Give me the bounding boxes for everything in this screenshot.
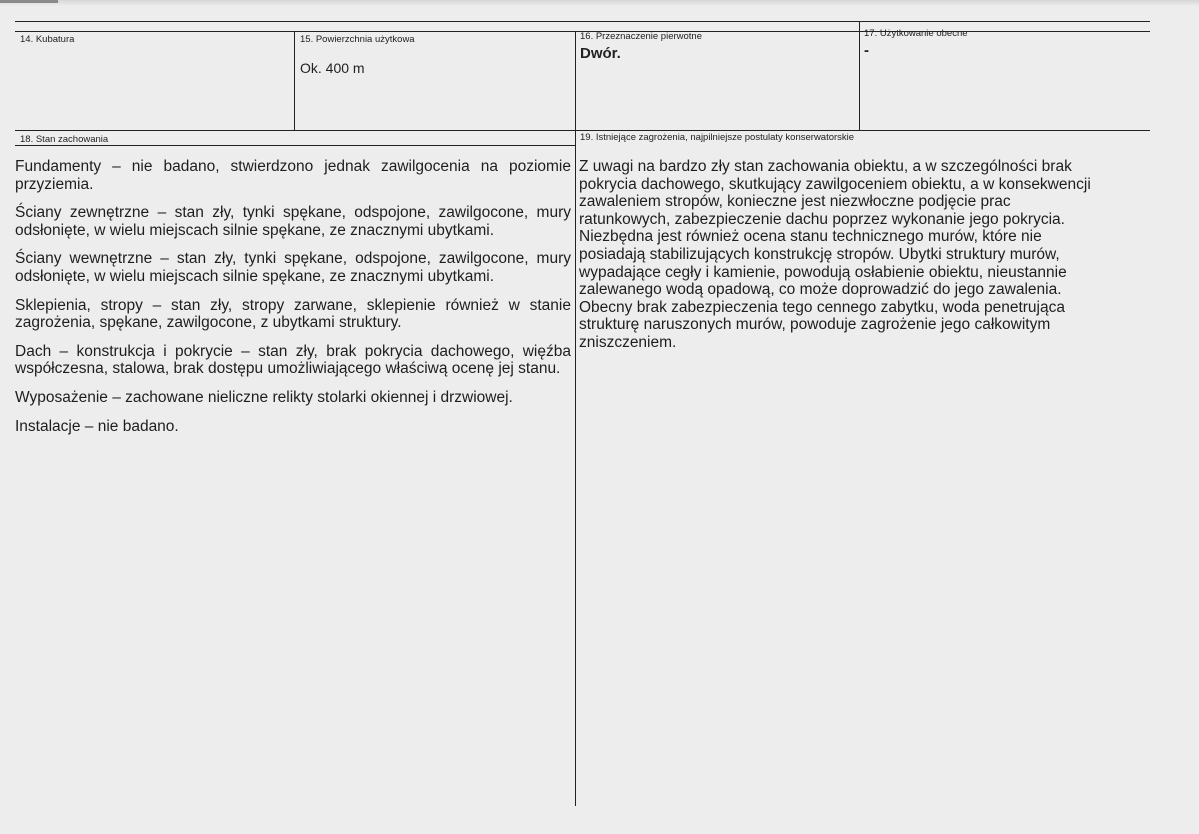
zagrozenia-line: Z uwagi na bardzo zły stan zachowania obiektu, a w szczególności brak bbox=[579, 158, 1072, 175]
paragraph-fundamenty: Fundamenty – nie badano, stwierdzono jednak zawilgocenia na poziomie przyziemia. bbox=[15, 158, 571, 193]
paragraph-sciany-wewnetrzne: Ściany wewnętrzne – stan zły, tynki spękane, odspojone, zawilgocone, mury odsłonięte, w wielu miejscach silnie spękane, ze znacznymi ubytkami. bbox=[15, 250, 571, 285]
zagrozenia-line: Niezbędna jest również ocena stanu technicznego murów, które nie bbox=[579, 228, 1042, 246]
field-label-uzytkowanie: 17. Użytkowanie obecne bbox=[864, 28, 968, 39]
field-value-przeznaczenie: Dwór. bbox=[580, 45, 621, 62]
zagrozenia-line: zawaleniem stropów, konieczne jest niezwłoczne podjęcie prac bbox=[579, 193, 1011, 211]
section-label-stan-zachowania: 18. Stan zachowania bbox=[20, 134, 109, 145]
field-label-przeznaczenie: 16. Przeznaczenie pierwotne bbox=[580, 31, 702, 42]
row-divider-lower bbox=[15, 145, 575, 146]
zagrozenia-line: Obecny brak zabezpieczenia tego cennego zabytku, woda penetrująca bbox=[579, 298, 1065, 316]
section-label-zagrozenia: 19. Istniejące zagrożenia, najpilniejsze postulaty konserwatorskie bbox=[580, 132, 855, 143]
zagrozenia-line: strukturę naruszonych murów, powoduje zagrożenie jego całkowitym bbox=[579, 316, 1051, 334]
field-label-powierzchnia: 15. Powierzchnia użytkowa bbox=[300, 34, 415, 45]
zagrozenia-line: ratunkowych, zabezpieczenie dachu poprzez wykonanie jego pokrycia. bbox=[579, 210, 1065, 228]
field-value-powierzchnia: Ok. 400 m bbox=[300, 60, 365, 76]
paragraph-sciany-zewnetrzne: Ściany zewnętrzne – stan zły, tynki spękane, odspojone, zawilgocone, mury odsłonięte, w wielu miejscach silnie spękane, ze znacznymi ubytkami. bbox=[15, 204, 571, 239]
zagrozenia-line: wypadające cegły i kamienie, powodują osłabienie obiektu, nieustannie bbox=[579, 263, 1067, 281]
form-top-border bbox=[15, 21, 1150, 22]
zagrozenia-line: zalewanego wodą opadową, co może doprowadzić do jego zawalenia. bbox=[579, 281, 1062, 299]
zagrozenia-line: pokrycia dachowego, skutkujący zawilgoceniem obiektu, a w konsekwencji bbox=[579, 175, 1091, 193]
scan-edge-shadow bbox=[0, 0, 1199, 6]
scan-mark bbox=[0, 0, 58, 3]
paragraph-wyposazenie: Wyposażenie – zachowane nieliczne relikty stolarki okiennej i drzwiowej. bbox=[15, 388, 513, 406]
zagrozenia-line: zniszczeniem. bbox=[579, 333, 677, 351]
field-value-uzytkowanie: - bbox=[864, 42, 869, 59]
zagrozenia-text bbox=[579, 158, 1149, 352]
row-divider-middle bbox=[15, 130, 1150, 131]
zagrozenia-line: posiadają stabilizujących konstrukcję stropów. Ubytki struktury murów, bbox=[579, 245, 1060, 263]
column-divider-main bbox=[575, 31, 576, 806]
column-divider-1 bbox=[294, 31, 295, 130]
paragraph-instalacje: Instalacje – nie badano. bbox=[15, 417, 179, 435]
paragraph-dach: Dach – konstrukcja i pokrycie – stan zły, brak pokrycia dachowego, więźba współczesna, stalowa, brak dostępu umożliwiającego właściwą ocenę jej stanu. bbox=[15, 342, 571, 378]
field-label-kubatura: 14. Kubatura bbox=[20, 34, 75, 45]
paragraph-sklepienia: Sklepienia, stropy – stan zły, stropy zarwane, sklepienie również w stanie zagrożenia, spękane, zawilgocone, z ubytkami struktury. bbox=[15, 296, 571, 332]
column-divider-3 bbox=[859, 22, 860, 130]
stan-zachowania-text bbox=[15, 158, 571, 446]
